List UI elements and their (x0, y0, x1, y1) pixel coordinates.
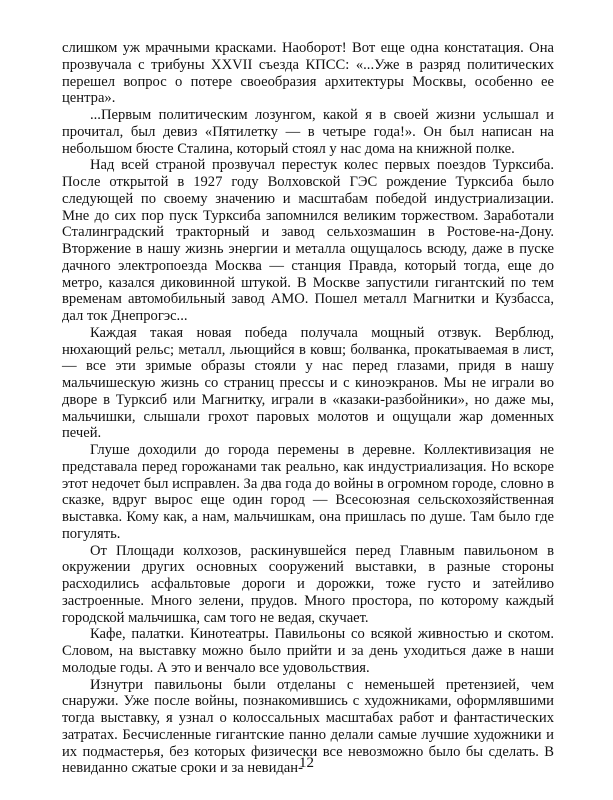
paragraph-5: Глуше доходили до города перемены в деревне. Коллективизация не представала перед горожанами так реально, как индустриализация. Но вскоре этот недочет был исправлен. За два года до войны в огромном городе, словно в сказке, вдруг вырос еще один город — Всесоюзная сельскохозяйственная выставка. Кому как, а нам, мальчишкам, она пришлась по душе. Там было где погулять. (62, 442, 554, 542)
paragraph-2: ...Первым политическим лозунгом, какой я в своей жизни услышал и прочитал, был девиз «Пятилетку — в четыре года!». Он был написан на небольшом бюсте Сталина, который стоял у нас дома на книжной полке. (62, 107, 554, 157)
page-number: 12 (299, 755, 314, 771)
page-text (62, 40, 554, 777)
paragraph-7: Кафе, палатки. Кинотеатры. Павильоны со всякой живностью и скотом. Словом, на выставку можно было прийти и за день уходиться даже в наши молодые годы. А это и венчало все удовольствия. (62, 626, 554, 676)
paragraph-8: Изнутри павильоны были отделаны с неменьшей претензией, чем снаружи. Уже после войны, познакомившись с художниками, оформлявшими тогда выставку, я узнал о колоссальных масштабах работ и фантастических затратах. Бесчисленные гигантские панно делали самые лучшие художники и их подмастерья, без которых физически все невозможно было бы сделать. В невиданно сжатые сроки и за невидан- (62, 676, 554, 777)
paragraph-4: Каждая такая новая победа получала мощный отзвук. Верблюд, нюхающий рельс; металл, льющийся в ковш; болванка, прокатываемая в лист,— все эти зримые образы стояли у нас перед глазами, придя в нашу мальчишескую жизнь со страниц прессы и с киноэкранов. Мы не играли во дворе в Турксиб или Магнитку, играли в «казаки-разбойники», но даже мы, мальчишки, слышали грохот паровых молотов и ощущали жар доменных печей. (62, 324, 554, 442)
paragraph-3: Над всей страной прозвучал перестук колес первых поездов Турксиба. После открытой в 1927 году Волховской ГЭС рождение Турксиба было следующей по своему значению и масштабам победой индустриализации. Мне до сих пор пуск Турксиба запомнился великим торжеством. Заработали Сталинградский тракторный и завод сельхозмашин в Ростове-на-Дону. Вторжение в нашу жизнь энергии и металла ощущалось всюду, даже в пуске дачного электропоезда Москва — станция Правда, который тогда, еще до метро, казался диковинной штукой. В Москве запустили гигантский по тем временам автомобильный завод АМО. Пошел металл Магнитки и Кузбасса, дал ток Днепрогэс... (62, 157, 554, 324)
paragraph-1: слишком уж мрачными красками. Наоборот! Вот еще одна констатация. Она прозвучала с трибуны XXVII съезда КПСС: «...Уже в разряд политических перешел вопрос о потере своеобразия архитектуры Москвы, особенно ее центра». (62, 40, 554, 107)
paragraph-6: От Площади колхозов, раскинувшейся перед Главным павильоном в окружении других основных сооружений выставки, в разные стороны расходились асфальтовые дороги и дорожки, тоже густо и затейливо застроенные. Много зелени, прудов. Много простора, по которому каждый городской мальчишка, сам того не ведая, скучает. (62, 542, 554, 626)
